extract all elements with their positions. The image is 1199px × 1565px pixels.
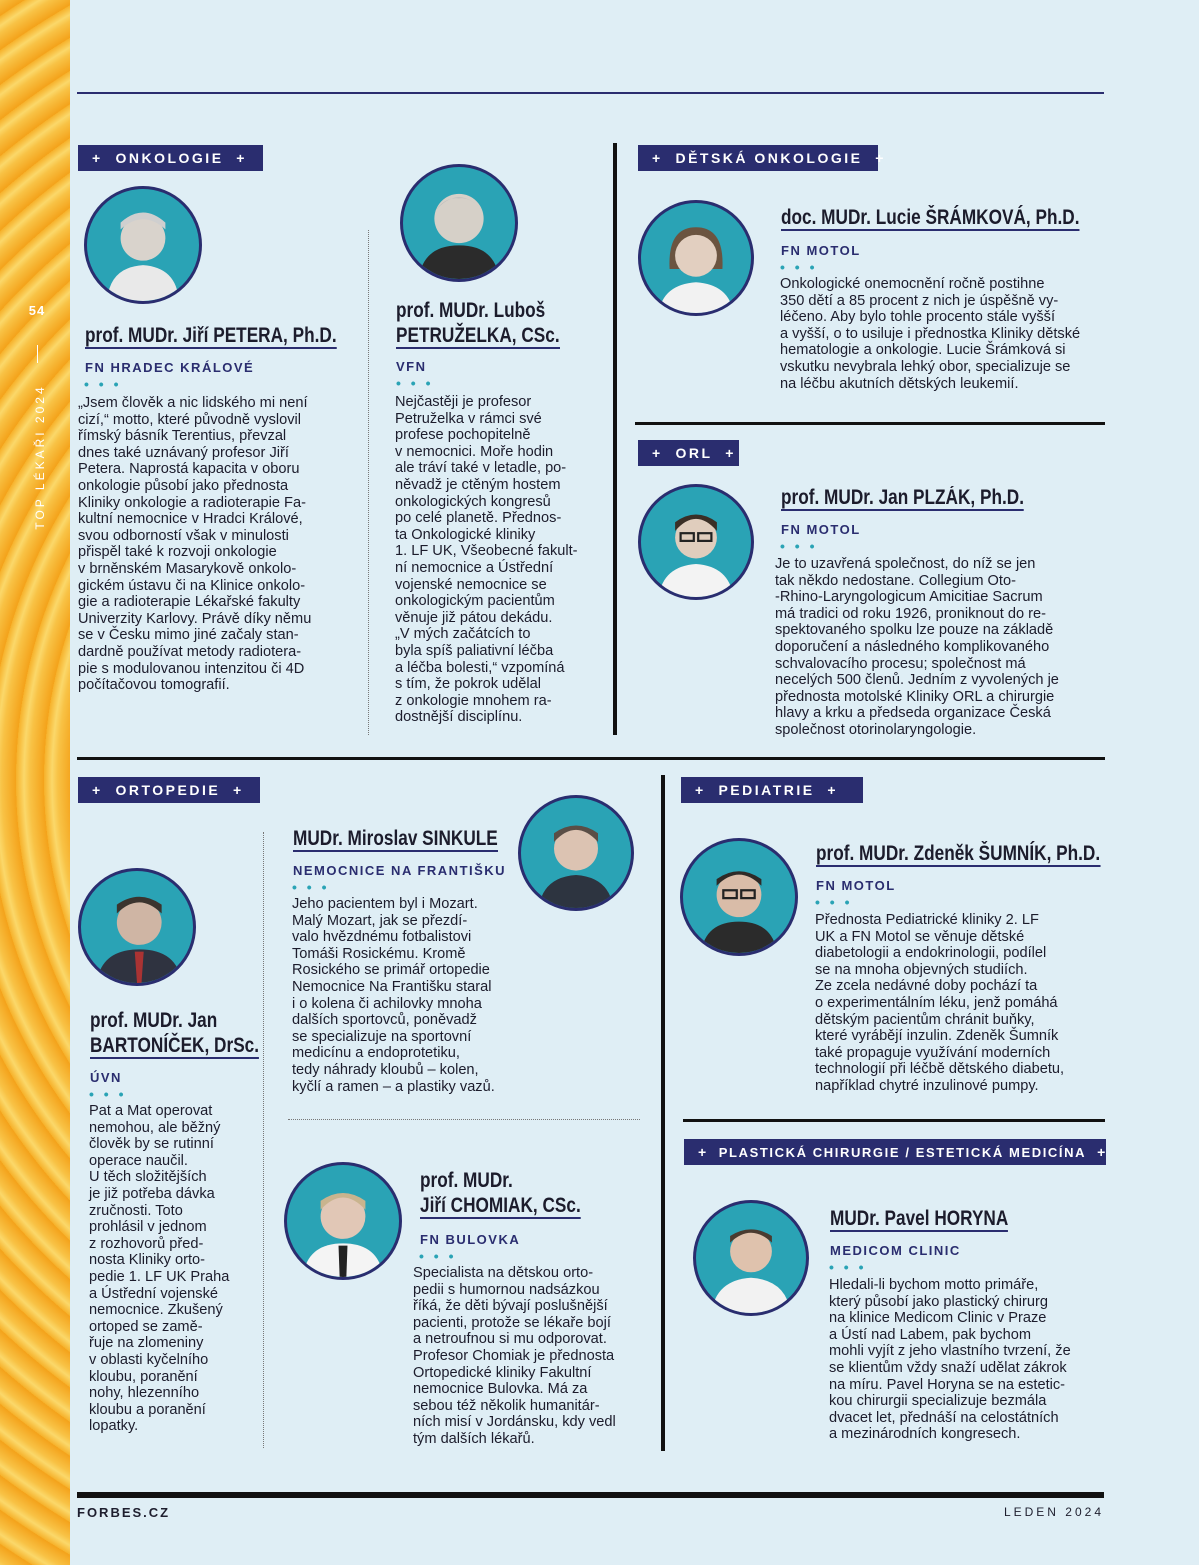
bio-line: Profesor Chomiak je přednosta: [413, 1347, 615, 1364]
bio-line: Tomáši Rosickému. Kromě: [292, 945, 466, 962]
bio-line: římský básník Terentius, převzal: [78, 428, 287, 445]
bio-line: z rozhovorů před-: [89, 1235, 204, 1252]
bio-line: spektovaného spolku lze pouze na základě: [775, 622, 1054, 639]
bio-line: gie a radioterapie Lékařské fakulty: [78, 594, 301, 611]
bio-line: věnuje již pátou dekádu.: [395, 609, 553, 626]
portrait-bartonicek: [78, 868, 196, 986]
portrait-horyna: [693, 1200, 809, 1316]
bio-line: Nemocnice Na Františku staral: [292, 978, 492, 995]
bio-line: z onkologie mnohem ra-: [395, 692, 552, 709]
footer-rule: [77, 1492, 1104, 1498]
bio-line: svou odborností však v minulosti: [78, 527, 289, 544]
bio-line: doporučení a následného komplikovaného: [775, 638, 1050, 655]
doctor-bio: [78, 395, 348, 694]
doctor-name: prof. MUDr. Luboš PETRUŽELKA, CSc.: [396, 299, 560, 347]
dots-ornament: • • •: [84, 376, 122, 392]
doctor-institution: VFN: [396, 359, 427, 374]
dots-ornament: • • •: [292, 879, 330, 895]
doctor-name: doc. MUDr. Lucie ŠRÁMKOVÁ, Ph.D.: [781, 206, 1080, 229]
bio-line: dětským pacientům chránit buňky,: [815, 1011, 1035, 1028]
bio-line: počítačovou tomografií.: [78, 677, 230, 694]
bio-line: na léčbu akutních dětských leukemií.: [780, 375, 1019, 392]
bio-line: dardně používat metody radiotera-: [78, 643, 302, 660]
bio-line: Přednosta Pediatrické kliniky 2. LF: [815, 912, 1039, 928]
bio-line: které vyrábějí inzulin. Zdeněk Šumník: [815, 1028, 1059, 1045]
bio-line: tak někdo nedostane. Collegium Oto-: [775, 572, 1016, 589]
doctor-institution: ÚVN: [90, 1070, 122, 1085]
bio-line: tedy náhrady kloubů – kolen,: [292, 1061, 479, 1078]
section-tag-pediatrie: + PEDIATRIE +: [681, 777, 863, 803]
doctor-name: prof. MUDr. Jiří CHOMIAK, CSc.: [420, 1169, 581, 1217]
bio-line: pedii s humornou nadsázkou: [413, 1281, 600, 1298]
doctor-institution: FN BULOVKA: [420, 1232, 521, 1247]
bio-line: kloubu a poranění: [89, 1401, 206, 1418]
bio-line: o experimentálním léku, jenž pomáhá: [815, 994, 1058, 1011]
column-divider: [661, 775, 665, 1451]
bio-line: sebou též několik humanitár-: [413, 1397, 600, 1414]
bio-line: ní nemocnice a Ústřední: [395, 559, 554, 576]
doctor-institution: NEMOCNICE NA FRANTIŠKU: [293, 863, 507, 878]
bio-line: nosta Kliniky orto-: [89, 1252, 205, 1269]
bio-line: 350 dětí a 85 procent z nich je úspěšně vy-: [780, 292, 1059, 309]
doctor-name: MUDr. Miroslav SINKULE: [293, 827, 498, 850]
bio-line: kou chirurgii specializuje bezmála: [829, 1393, 1047, 1410]
bio-line: Rosického se primář ortopedie: [292, 962, 490, 979]
bio-line: Jeho pacientem byl i Mozart.: [292, 896, 478, 912]
doctor-institution: FN MOTOL: [781, 522, 861, 537]
bio-line: se specializuje na sportovní: [292, 1028, 472, 1045]
dots-ornament: • • •: [829, 1259, 867, 1275]
bio-line: po celé planetě. Přednos-: [395, 510, 562, 527]
bio-line: zručnosti. Toto: [89, 1202, 183, 1219]
bio-line: říká, že děti bývají poslušnější: [413, 1298, 608, 1315]
bio-line: Ortopedické kliniky Fakultní: [413, 1364, 592, 1381]
dots-ornament: • • •: [419, 1248, 457, 1264]
bio-line: pedie 1. LF UK Praha: [89, 1268, 230, 1285]
bio-line: kultní nemocnice v Hradci Králové,: [78, 511, 303, 528]
bio-line: přispěl také k rozvoji onkologie: [78, 544, 277, 561]
bio-line: se klientům vždy snaží udělat zákrok: [829, 1359, 1067, 1376]
bio-line: přednosta motolské Kliniky ORL a chirurgie: [775, 688, 1055, 705]
doctor-bio: [292, 896, 632, 1095]
bio-line: ale tráví také v letadle, po-: [395, 460, 567, 477]
bio-line: pie s modulovanou intenzitou či 4D: [78, 660, 305, 677]
footer-site: FORBES.CZ: [77, 1505, 171, 1520]
bio-line: UK a FN Motol se věnuje dětské: [815, 928, 1025, 945]
bio-line: na klinice Medicom Clinic v Praze: [829, 1310, 1047, 1327]
bio-line: Petruželka v rámci své: [395, 410, 542, 427]
bio-line: pacienti, protože se lékaře bojí: [413, 1314, 611, 1331]
bio-line: onkologickým pacientům: [395, 593, 555, 610]
bio-line: onkologie působí jako přednosta: [78, 477, 289, 494]
bio-line: ortoped se zamě-: [89, 1318, 203, 1335]
dots-ornament: • • •: [89, 1086, 127, 1102]
bio-line: -Rhino-Laryngologicum Amicitiae Sacrum: [775, 589, 1043, 606]
decorative-side-stripe: [0, 0, 70, 1565]
portrait-petera: [84, 186, 202, 304]
bio-line: schvalovacího procesu; společnost má: [775, 655, 1026, 672]
bio-line: s tím, že pokrok udělal: [395, 676, 542, 693]
bio-line: nemocnice. Zkušený: [89, 1302, 223, 1319]
bio-line: se na mnoha objevných studiích.: [815, 961, 1028, 978]
dots-ornament: • • •: [815, 894, 853, 910]
bio-line: kyčlí a ramen – a plastiky vazů.: [292, 1078, 495, 1095]
bio-line: vskutku nevybrala lehký obor, specializuje se: [780, 358, 1071, 375]
bio-line: Univerzity Karlovy. Právě díky němu: [78, 610, 312, 627]
doctor-bio: [775, 556, 1105, 739]
bio-line: lopatky.: [89, 1418, 139, 1435]
section-divider: [683, 1119, 1105, 1122]
bio-line: také propaguje využívání moderních: [815, 1044, 1051, 1061]
section-tag-ortopedie: + ORTOPEDIE +: [78, 777, 260, 803]
bio-line: profese pochopitelně: [395, 427, 531, 444]
bio-line: ta Onkologické kliniky: [395, 526, 536, 543]
doctor-name: MUDr. Pavel HORYNA: [830, 1207, 1009, 1230]
bio-line: tým dalších lékařů.: [413, 1430, 535, 1447]
bio-line: a Ústí nad Labem, pak bychom: [829, 1326, 1031, 1343]
bio-line: U těch složitějších: [89, 1169, 207, 1186]
page-number: 54: [28, 303, 46, 318]
bio-line: na míru. Pavel Horyna se na estetic-: [829, 1376, 1066, 1393]
bio-line: Malý Mozart, jak se přezdí-: [292, 912, 468, 929]
bio-line: technologií při léčbě dětského diabetu,: [815, 1061, 1065, 1078]
portrait-sramkova: [638, 200, 754, 316]
bio-line: ních misí v Jordánsku, kdy vedl: [413, 1414, 616, 1431]
bio-line: Hledali-li bychom motto primáře,: [829, 1277, 1039, 1293]
bio-line: v nemocnici. Moře hodin: [395, 443, 554, 460]
bio-line: onkologických kongresů: [395, 493, 551, 510]
bio-line: Kliniky onkologie a radioterapie Fa-: [78, 494, 306, 511]
bio-line: gickém ústavu či na Klinice onkolo-: [78, 577, 306, 594]
bio-line: a léčba bolesti,“ vzpomíná: [395, 659, 565, 676]
doctor-institution: FN HRADEC KRÁLOVÉ: [85, 360, 255, 375]
bio-line: dnes také uznávaný profesor Jiří: [78, 444, 289, 461]
bio-line: v brněnském Masarykově onkolo-: [78, 560, 297, 577]
section-tag-onkologie: + ONKOLOGIE +: [78, 145, 263, 171]
bio-line: něvadž je ctěným hostem: [395, 476, 561, 493]
section-tag-orl: + ORL +: [638, 440, 739, 466]
dotted-divider: [288, 1119, 640, 1120]
bio-line: valo hvězdnému fotbalistovi: [292, 929, 472, 946]
bio-line: „V mých začátcích to: [395, 626, 531, 643]
bio-line: a netroufnou si mu odporovat.: [413, 1331, 607, 1348]
doctor-institution: FN MOTOL: [781, 243, 861, 258]
footer-issue: LEDEN 2024: [1003, 1505, 1104, 1519]
bio-line: a mezinárodních kongresech.: [829, 1426, 1021, 1443]
bio-line: prohlásil v jednom: [89, 1219, 207, 1236]
bio-line: nemohou, ale běžný: [89, 1119, 221, 1136]
doctor-bio: [829, 1277, 1104, 1443]
dotted-divider: [263, 832, 264, 1448]
bio-line: cizí,“ motto, které původně vyslovil: [78, 411, 302, 428]
section-divider: [635, 422, 1105, 425]
bio-line: člověk by se rutinní: [89, 1136, 214, 1153]
doctor-institution: MEDICOM CLINIC: [830, 1243, 961, 1258]
doctor-bio: [395, 394, 605, 726]
bio-line: kloubu, poranění: [89, 1368, 198, 1385]
doctor-bio: [413, 1265, 643, 1448]
doctor-institution: FN MOTOL: [816, 878, 896, 893]
bio-line: který působí jako plastický chirurg: [829, 1293, 1048, 1310]
bio-line: Pat a Mat operovat: [89, 1103, 213, 1119]
side-divider: [37, 345, 38, 363]
bio-line: léčeno. Aby bylo tohle procento stále vyšší: [780, 309, 1056, 326]
bio-line: Je to uzavřená společnost, do níž se jen: [775, 556, 1036, 572]
bio-line: a vyšší, o to usiluje i přednostka Kliniky dětské: [780, 325, 1081, 342]
side-label: TOP LÉKAŘI 2024: [33, 384, 47, 530]
bio-line: medicínu a endoprotetiku,: [292, 1045, 460, 1062]
doctor-name: prof. MUDr. Jan PLZÁK, Ph.D.: [781, 486, 1025, 509]
bio-line: je již potřeba dávka: [89, 1185, 215, 1202]
bio-line: Ze zcela nedávné doby pochází ta: [815, 978, 1038, 995]
portrait-plzak: [638, 484, 754, 600]
bio-line: 1. LF UK, Všeobecné fakult-: [395, 543, 578, 560]
section-tag-detska-onkologie: + DĚTSKÁ ONKOLOGIE +: [638, 145, 878, 171]
bio-line: dostnější disciplínu.: [395, 709, 523, 726]
bio-line: hematologie a onkologie. Lucie Šrámková si: [780, 342, 1066, 359]
column-divider: [613, 143, 617, 735]
bio-line: se v Česku mimo jiné začaly stan-: [78, 627, 299, 644]
bio-line: dvacet let, přednáší na celostátních: [829, 1409, 1059, 1426]
bio-line: diabetologii a endokrinologii, podílel: [815, 945, 1047, 962]
bio-line: „Jsem člověk a nic lidského mi není: [78, 395, 308, 411]
dots-ornament: • • •: [780, 259, 818, 275]
section-divider: [77, 757, 1105, 760]
bio-line: například chytré inzulinové pumpy.: [815, 1077, 1039, 1094]
dotted-divider: [368, 230, 369, 735]
bio-line: i o kolena či achilovky mnoha: [292, 995, 482, 1012]
bio-line: nohy, hlezenního: [89, 1385, 200, 1402]
bio-line: vojenské nemocnice se: [395, 576, 547, 593]
bio-line: necelých 500 členů. Jedním z vyvolených je: [775, 672, 1059, 689]
bio-line: v oblasti kyčelního: [89, 1351, 209, 1368]
bio-line: společnost otorinolaryngologie.: [775, 721, 977, 738]
bio-line: Nejčastěji je profesor: [395, 394, 532, 410]
bio-line: mohli vyjít z jeho vlastního tvrzení, že: [829, 1343, 1071, 1360]
bio-line: a Ústřední vojenské: [89, 1285, 218, 1302]
portrait-sumnik: [680, 838, 798, 956]
section-tag-plasticka-chirurgie: + PLASTICKÁ CHIRURGIE / ESTETICKÁ MEDICÍNA +: [684, 1139, 1106, 1165]
bio-line: Onkologické onemocnění ročně postihne: [780, 276, 1045, 292]
bio-line: byla spíš paliativní léčba: [395, 642, 554, 659]
top-rule: [77, 92, 1104, 94]
doctor-bio: [89, 1103, 259, 1435]
portrait-chomiak: [284, 1162, 402, 1280]
doctor-name: prof. MUDr. Zdeněk ŠUMNÍK, Ph.D.: [816, 842, 1101, 865]
bio-line: Petera. Naprostá kapacita v oboru: [78, 461, 300, 478]
dots-ornament: • • •: [780, 538, 818, 554]
portrait-sinkule: [518, 795, 634, 911]
bio-line: nemocnice Bulovka. Má za: [413, 1381, 588, 1398]
doctor-bio: [780, 276, 1105, 392]
doctor-name: prof. MUDr. Jiří PETERA, Ph.D.: [85, 324, 337, 347]
bio-line: hlavy a krku a předseda organizace Česká: [775, 705, 1051, 722]
bio-line: operace naučil.: [89, 1152, 188, 1169]
portrait-petruzelka: [400, 164, 518, 282]
doctor-name: prof. MUDr. Jan BARTONÍČEK, DrSc.: [90, 1009, 260, 1057]
dots-ornament: • • •: [396, 375, 434, 391]
bio-line: řuje na zlomeniny: [89, 1335, 204, 1352]
bio-line: má tradici od roku 1926, proniknout do re-: [775, 605, 1046, 622]
bio-line: dalších sportovců, poněvadž: [292, 1012, 477, 1029]
doctor-bio: [815, 912, 1105, 1095]
bio-line: Specialista na dětskou orto-: [413, 1265, 594, 1281]
